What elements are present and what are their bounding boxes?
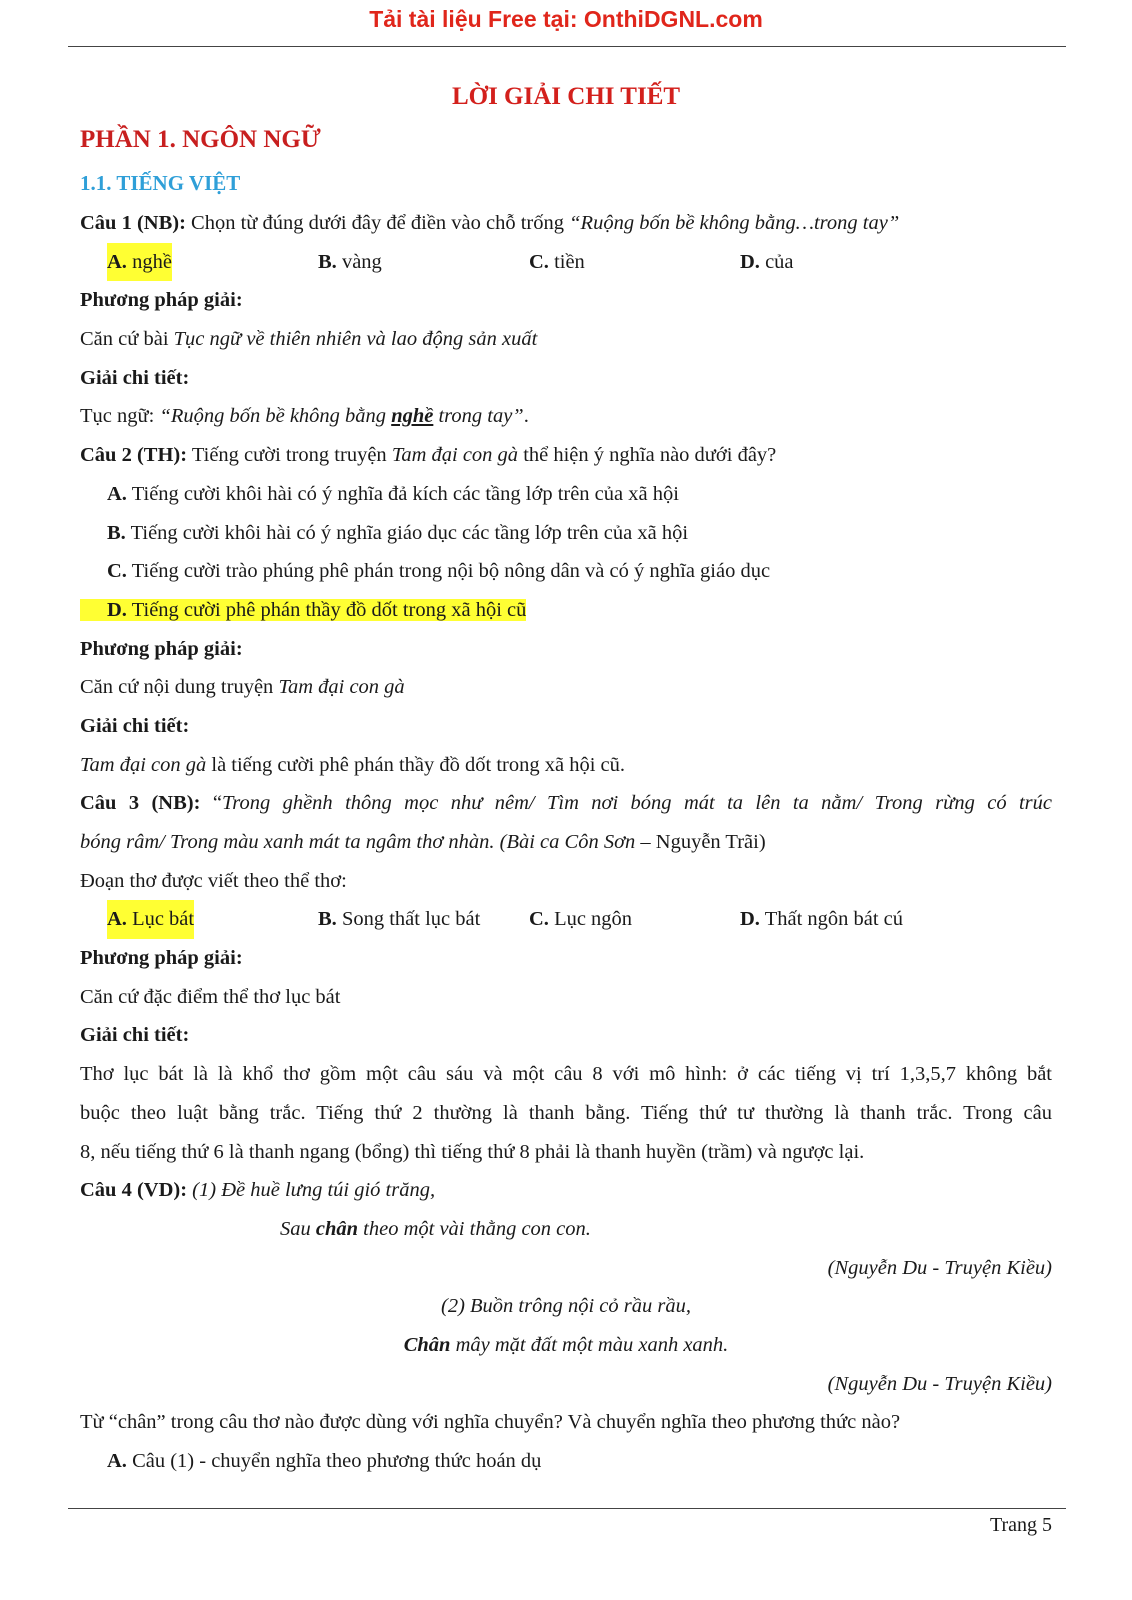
method-heading: Phương pháp giải: [80, 947, 243, 970]
detail-heading: Giải chi tiết: [80, 366, 190, 389]
method-text [80, 668, 1052, 707]
highlight [80, 599, 526, 621]
poem-text: mây mặt đất một màu xanh xanh. [450, 1333, 729, 1356]
option-letter: B. [107, 521, 126, 544]
detail-heading: Giải chi tiết: [80, 714, 190, 737]
detail-line: buộc theo luật bằng trắc. Tiếng thứ 2 thường là thanh bằng. Tiếng thứ tư thường là thanh trắc. Trong câu [80, 1101, 1052, 1124]
poem-line: Trong ghềnh thông mọc như nêm/ Tìm nơi bóng mát ta lên ta nằm/ Trong rừng có trúc [221, 792, 1052, 815]
detail-line: Thơ lục bát là là khổ thơ gồm một câu sáu và một câu 8 với mô hình: ở các tiếng vị trí 1,3,5,7 không bắt [80, 1063, 1052, 1086]
open-quote: “ [200, 792, 222, 815]
option-letter: D. [740, 908, 760, 931]
option-text: Thất ngôn bát cú [759, 908, 904, 931]
question-text-end: thể hiện ý nghĩa nào dưới đây? [518, 444, 777, 467]
method-work: Tục ngữ về thiên nhiên và lao động sản xuất [173, 328, 538, 351]
method-heading: Phương pháp giải: [80, 637, 243, 660]
method-text [80, 320, 1052, 359]
question-text: Chọn từ đúng dưới đây để điền vào chỗ trống [185, 212, 570, 234]
document-body [80, 76, 1052, 1481]
poem-text: theo một vài thằng con con. [358, 1217, 591, 1240]
poem-line: bóng râm/ Trong màu xanh mát ta ngâm thơ nhàn. (Bài ca Côn Sơn – [80, 831, 656, 853]
detail-text [80, 746, 1052, 785]
option-b [318, 243, 382, 282]
question-1 [80, 204, 1052, 243]
option-text: tiền [548, 250, 585, 273]
method-prefix: Căn cứ nội dung truyện [80, 676, 279, 699]
option-letter: C. [529, 908, 549, 931]
detail-answer: nghề [391, 405, 434, 428]
option-text: Lục bát [126, 908, 195, 931]
option-c [529, 243, 585, 282]
detail-heading: Giải chi tiết: [80, 1024, 190, 1047]
option-text: Tiếng cười trào phúng phê phán trong nội bộ nông dân và có ý nghĩa giáo dục [126, 560, 771, 583]
poem-line: (2) Buồn trông nội cỏ rầu rầu, [441, 1295, 691, 1318]
option-text: Câu (1) - chuyển nghĩa theo phương thức hoán dụ [126, 1450, 542, 1472]
page-number: Trang 5 [989, 1514, 1052, 1536]
detail-period: . [523, 405, 529, 428]
section-heading: 1.1. TIẾNG VIỆT [80, 171, 241, 195]
question-text: Từ “chân” trong câu thơ nào được dùng với nghĩa chuyển? Và chuyển nghĩa theo phương thức nào? [80, 1411, 901, 1434]
question-4 [80, 1171, 1052, 1210]
option-text: Tiếng cười khôi hài có ý nghĩa đả kích các tầng lớp trên của xã hội [126, 482, 679, 505]
question-label: Câu 1 (NB): [80, 212, 186, 234]
detail-prefix: Tục ngữ: [80, 405, 160, 428]
option-text: Lục ngôn [548, 908, 633, 931]
detail-quote-end: trong tay” [433, 405, 524, 428]
option-letter: A. [107, 908, 127, 931]
option-letter: A. [107, 482, 127, 505]
question-text: Tiếng cười trong truyện [187, 444, 392, 467]
option-letter: C. [107, 560, 127, 583]
question-label: Câu 4 (VD): [80, 1179, 188, 1202]
question-3 [80, 784, 1052, 823]
question-2 [80, 436, 1052, 475]
option-letter: D. [740, 250, 760, 273]
option-letter: A. [107, 250, 127, 273]
option-text: Song thất lục bát [336, 908, 481, 931]
detail-quote: “Ruộng bốn bề không bằng [159, 405, 392, 428]
option-a [80, 1442, 1052, 1481]
option-text: vàng [336, 250, 382, 273]
method-work: Tam đại con gà [278, 676, 405, 699]
option-text: Tiếng cười khôi hài có ý nghĩa giáo dục các tầng lớp trên của xã hội [125, 521, 689, 544]
option-letter: A. [107, 1450, 127, 1472]
option-c [529, 900, 632, 939]
option-letter: B. [318, 908, 337, 931]
option-d [740, 243, 794, 282]
detail-body: là tiếng cười phê phán thầy đồ dốt trong xã hội cũ. [206, 753, 626, 776]
question-label: Câu 3 (NB): [80, 792, 201, 815]
option-b [80, 514, 1052, 553]
option-text: của [759, 250, 794, 273]
question-prompt: Đoạn thơ được viết theo thể thơ: [80, 869, 347, 892]
option-a-correct [107, 900, 194, 939]
part-heading: PHẦN 1. NGÔN NGỮ [80, 126, 321, 153]
poem-keyword: Chân [403, 1333, 451, 1356]
question-quote: “Ruộng bốn bề không bằng…trong tay” [569, 212, 900, 234]
option-d-correct [80, 591, 1052, 630]
option-d [740, 900, 903, 939]
poem-line [80, 1210, 1052, 1249]
poem-text: Sau [280, 1217, 316, 1240]
option-a [80, 475, 1052, 514]
site-banner[interactable]: Tải tài liệu Free tại: OnthiDGNL.com [369, 6, 763, 32]
option-letter: D. [107, 598, 127, 621]
method-heading: Phương pháp giải: [80, 289, 243, 312]
poem-keyword: chân [315, 1217, 359, 1240]
footer-divider [68, 1508, 1066, 1509]
question-3-cont [80, 823, 1052, 862]
header-divider [68, 46, 1066, 47]
question-work: Tam đại con gà [391, 444, 519, 467]
method-prefix: Căn cứ bài [80, 328, 174, 351]
poem-author: Nguyễn Trãi) [655, 831, 766, 853]
poem-source: (Nguyễn Du - Truyện Kiều) [827, 1256, 1052, 1279]
detail-line: 8, nếu tiếng thứ 6 là thanh ngang (bổng) thì tiếng thứ 8 phải là thanh huyền (trầm) và ngược lại. [80, 1140, 865, 1163]
page-title: LỜI GIẢI CHI TIẾT [451, 83, 681, 110]
option-text: nghề [126, 250, 172, 273]
question-1-options [80, 243, 1052, 282]
option-text: Tiếng cười phê phán thầy đồ dốt trong xã hội cũ [126, 598, 527, 621]
method-text: Căn cứ đặc điểm thể thơ lục bát [80, 985, 341, 1008]
detail-text [80, 397, 1052, 436]
detail-work: Tam đại con gà [80, 753, 207, 776]
option-a-correct [107, 243, 172, 282]
question-3-options [80, 900, 1052, 939]
option-b [318, 900, 480, 939]
option-c [80, 552, 1052, 591]
option-letter: B. [318, 250, 337, 273]
poem-line: (1) Đề huề lưng túi gió trăng, [187, 1179, 436, 1202]
question-label: Câu 2 (TH): [80, 444, 188, 467]
poem-source: (Nguyễn Du - Truyện Kiều) [827, 1372, 1052, 1395]
option-letter: C. [529, 250, 549, 273]
poem-line [80, 1326, 1052, 1365]
